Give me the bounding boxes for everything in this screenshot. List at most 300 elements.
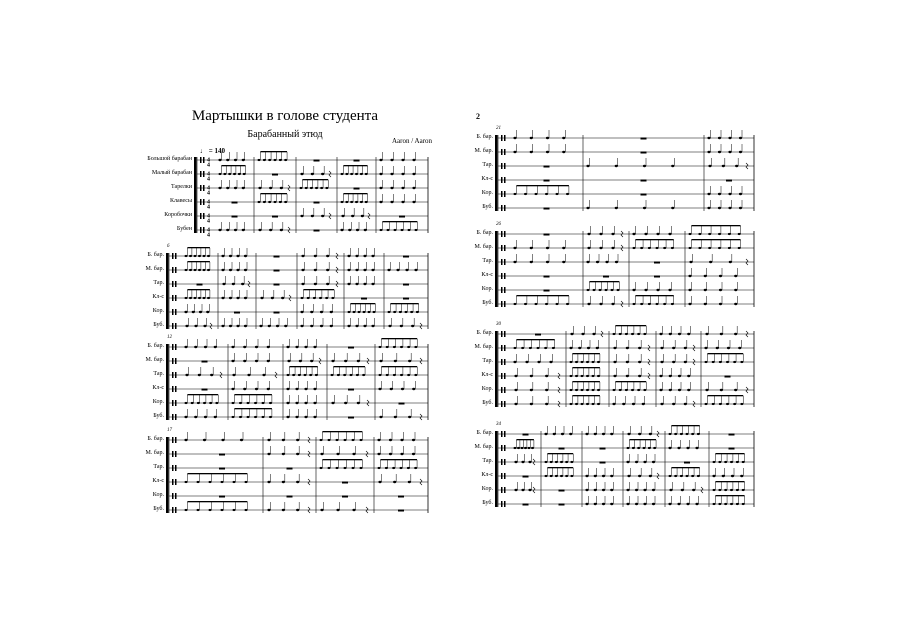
whole-rest [342, 482, 348, 484]
staff-label: Кор. [481, 190, 493, 196]
note-head [203, 325, 206, 327]
whole-rest [274, 312, 280, 314]
system-bracket [495, 331, 498, 407]
percussion-clef-icon [203, 199, 205, 205]
time-signature: 4 [207, 227, 210, 234]
staff-label: Тар. [482, 458, 493, 464]
note-head [550, 475, 553, 477]
note-head [412, 201, 415, 203]
note-head [730, 489, 733, 491]
percussion-clef-icon [504, 359, 506, 365]
note-head [562, 261, 565, 263]
note-head [619, 333, 622, 335]
note-head [704, 303, 707, 305]
note-head [669, 333, 672, 335]
note-beam [635, 239, 673, 240]
whole-rest [654, 276, 660, 278]
note-head [262, 416, 265, 418]
note-head [414, 467, 417, 469]
note-head [314, 269, 317, 271]
note-head [684, 347, 687, 349]
note-head [192, 311, 195, 313]
note-beam [221, 165, 245, 166]
whole-rest [274, 284, 280, 286]
note-head [336, 467, 339, 469]
note-head [656, 233, 659, 235]
note-head [269, 229, 272, 231]
note-head [347, 325, 350, 327]
percussion-clef-icon [203, 171, 205, 177]
note-head [199, 311, 202, 313]
note-head [698, 233, 701, 235]
note-head [300, 215, 303, 217]
note-head [599, 303, 602, 305]
note-head [348, 311, 351, 313]
note-head [704, 347, 707, 349]
note-head [280, 187, 283, 189]
note-head [555, 461, 558, 463]
note-head [352, 467, 355, 469]
percussion-clef-icon [504, 445, 506, 451]
note-head [232, 283, 235, 285]
note-head [587, 247, 590, 249]
note-head [716, 347, 719, 349]
percussion-clef-icon [501, 231, 503, 237]
note-head [360, 201, 363, 203]
note-head [545, 303, 548, 305]
whole-rest [559, 490, 565, 492]
staff-label: Кл-с [481, 372, 493, 378]
time-signature: 4 [207, 176, 210, 183]
note-head [207, 269, 210, 271]
note-head [267, 388, 270, 390]
note-head [221, 439, 224, 441]
percussion-clef-icon [200, 185, 202, 191]
note-head [524, 193, 527, 195]
note-head [231, 346, 234, 348]
note-head [286, 416, 289, 418]
note-beam [629, 439, 656, 440]
note-head [677, 447, 680, 449]
note-head [545, 461, 548, 463]
note-head [268, 325, 271, 327]
note-head [691, 475, 694, 477]
staff-label: Б. бар. [476, 330, 493, 336]
note-beam [350, 303, 375, 304]
note-head [243, 346, 246, 348]
note-head [669, 389, 672, 391]
note-head [581, 403, 584, 405]
note-head [341, 215, 344, 217]
note-head [356, 374, 359, 376]
note-head [315, 187, 318, 189]
note-head [586, 375, 589, 377]
note-head [254, 416, 257, 418]
note-head [566, 193, 569, 195]
note-head [378, 467, 381, 469]
note-head [365, 173, 368, 175]
note-head [707, 193, 710, 195]
percussion-clef-icon [172, 386, 174, 392]
percussion-clef-icon [175, 323, 177, 329]
note-head [615, 207, 618, 209]
whole-rest [354, 160, 360, 162]
note-head [260, 297, 263, 299]
note-head [562, 151, 565, 153]
note-head [660, 403, 663, 405]
note-head [203, 402, 206, 404]
note-beam [615, 381, 646, 382]
note-head [570, 375, 573, 377]
note-head [304, 402, 307, 404]
note-head [258, 187, 261, 189]
note-head [626, 461, 629, 463]
note-head [728, 247, 731, 249]
note-head [742, 489, 745, 491]
note-head [626, 375, 629, 377]
note-head [401, 201, 404, 203]
note-head [530, 403, 533, 405]
percussion-clef-icon [172, 479, 174, 485]
note-head [708, 165, 711, 167]
note-head [189, 297, 192, 299]
staff-label: Малый барабан [151, 170, 192, 176]
note-head [276, 325, 279, 327]
note-head [692, 489, 695, 491]
percussion-clef-icon [175, 309, 177, 315]
whole-rest [641, 180, 647, 182]
note-head [233, 509, 236, 511]
system-bracket [194, 157, 197, 233]
note-head [268, 159, 271, 161]
note-head [727, 347, 730, 349]
note-head [355, 269, 358, 271]
note-head [587, 303, 590, 305]
note-beam [234, 408, 272, 409]
staff-label: Буб. [482, 400, 493, 406]
note-beam [615, 325, 646, 326]
note-head [255, 346, 258, 348]
note-head [615, 165, 618, 167]
note-head [734, 389, 737, 391]
note-head [222, 283, 225, 285]
staff-label: Кор. [481, 486, 493, 492]
note-head [379, 187, 382, 189]
note-head [363, 283, 366, 285]
staff-label: Кл-с [152, 478, 164, 484]
note-head [390, 159, 393, 161]
note-head [345, 173, 348, 175]
note-head [254, 402, 257, 404]
percussion-clef-icon [175, 295, 177, 301]
percussion-clef-icon [501, 501, 503, 507]
note-head [194, 255, 197, 257]
note-head [243, 388, 246, 390]
note-head [373, 311, 376, 313]
note-head [739, 207, 742, 209]
note-head [524, 447, 527, 449]
percussion-clef-icon [501, 177, 503, 183]
note-head [524, 303, 527, 305]
note-head [311, 173, 314, 175]
note-head [586, 207, 589, 209]
note-head [517, 447, 520, 449]
percussion-clef-icon [501, 445, 503, 451]
whole-rest [398, 496, 404, 498]
note-head [350, 374, 353, 376]
note-head [530, 375, 533, 377]
note-head [344, 439, 347, 441]
whole-rest [202, 389, 208, 391]
whole-rest [523, 434, 529, 436]
note-head [408, 416, 411, 418]
note-head [203, 269, 206, 271]
note-head [631, 333, 634, 335]
note-head [194, 269, 197, 271]
note-head [660, 361, 663, 363]
note-head [613, 333, 616, 335]
note-head [544, 347, 547, 349]
note-beam [381, 366, 417, 367]
note-head [386, 346, 389, 348]
note-head [514, 447, 517, 449]
note-head [321, 173, 324, 175]
note-head [393, 374, 396, 376]
note-head [555, 475, 558, 477]
percussion-clef-icon [172, 437, 174, 443]
whole-rest [544, 180, 550, 182]
note-head [528, 447, 531, 449]
percussion-clef-icon [172, 253, 174, 259]
note-head [388, 311, 391, 313]
percussion-clef-icon [203, 227, 205, 233]
percussion-clef-icon [200, 199, 202, 205]
note-head [194, 416, 197, 418]
time-signature: 4 [207, 185, 210, 192]
system-bracket [495, 431, 498, 507]
note-head [259, 325, 262, 327]
note-head [221, 255, 224, 257]
note-head [400, 325, 403, 327]
percussion-clef-icon [175, 400, 177, 406]
note-beam [516, 339, 554, 340]
note-head [233, 173, 236, 175]
note-beam [343, 165, 367, 166]
note-head [284, 201, 287, 203]
percussion-clef-icon [504, 163, 506, 169]
note-head [330, 325, 333, 327]
note-head [325, 297, 328, 299]
percussion-clef-icon [172, 451, 174, 457]
time-signature: 4 [207, 157, 210, 164]
note-head [353, 311, 356, 313]
note-head [707, 151, 710, 153]
note-head [728, 193, 731, 195]
note-head [371, 269, 374, 271]
note-head [738, 347, 741, 349]
note-head [352, 509, 355, 511]
note-head [399, 311, 402, 313]
note-head [713, 461, 716, 463]
note-head [535, 303, 538, 305]
note-head [284, 159, 287, 161]
note-head [229, 325, 232, 327]
note-head [513, 151, 516, 153]
note-head [414, 269, 417, 271]
note-head [379, 173, 382, 175]
whole-rest [274, 256, 280, 258]
whole-rest [314, 230, 320, 232]
percussion-clef-icon [200, 227, 202, 233]
whole-rest [729, 448, 735, 450]
note-head [357, 402, 360, 404]
note-head [713, 503, 716, 505]
note-head [718, 233, 721, 235]
note-head [592, 403, 595, 405]
note-head [611, 233, 614, 235]
note-head [344, 402, 347, 404]
note-head [350, 173, 353, 175]
note-head [738, 233, 741, 235]
note-head [231, 388, 234, 390]
note-head [730, 503, 733, 505]
percussion-clef-icon [175, 479, 177, 485]
note-head [565, 461, 568, 463]
note-head [613, 361, 616, 363]
note-head [365, 201, 368, 203]
staff-label: Кл-с [481, 272, 493, 278]
percussion-clef-icon [172, 465, 174, 471]
note-head [545, 475, 548, 477]
note-head [632, 403, 635, 405]
note-head [587, 347, 590, 349]
note-head [282, 453, 285, 455]
note-head [236, 255, 239, 257]
note-head [350, 201, 353, 203]
note-head [728, 233, 731, 235]
staff-label: Тар. [153, 464, 164, 470]
note-head [204, 416, 207, 418]
note-head [203, 297, 206, 299]
staff-label: Кл-с [152, 385, 164, 391]
staff-label: М. бар. [474, 344, 493, 350]
note-head [704, 275, 707, 277]
note-head [300, 187, 303, 189]
note-head [686, 475, 689, 477]
note-head [214, 346, 217, 348]
whole-rest [232, 202, 238, 204]
note-head [689, 261, 692, 263]
note-head [537, 347, 540, 349]
note-head [672, 347, 675, 349]
note-head [300, 325, 303, 327]
note-head [514, 461, 517, 463]
note-head [726, 361, 729, 363]
staff-label: Кл-с [152, 294, 164, 300]
whole-rest [726, 180, 732, 182]
note-head [610, 503, 613, 505]
note-head [593, 289, 596, 291]
percussion-clef-icon [501, 345, 503, 351]
note-head [637, 447, 640, 449]
note-head [218, 159, 221, 161]
note-head [626, 503, 629, 505]
note-head [560, 461, 563, 463]
percussion-clef-icon [504, 501, 506, 507]
note-head [389, 439, 392, 441]
note-head [718, 503, 721, 505]
system-bracket [166, 253, 169, 329]
note-head [730, 461, 733, 463]
note-head [672, 403, 675, 405]
note-head [296, 509, 299, 511]
note-head [687, 389, 690, 391]
note-head [198, 297, 201, 299]
note-head [689, 233, 692, 235]
note-head [239, 416, 242, 418]
note-head [184, 439, 187, 441]
note-head [581, 389, 584, 391]
note-head [570, 461, 573, 463]
note-head [238, 173, 241, 175]
note-head [586, 389, 589, 391]
note-head [287, 360, 290, 362]
note-head [267, 360, 270, 362]
note-head [585, 503, 588, 505]
note-head [735, 165, 738, 167]
percussion-clef-icon [504, 387, 506, 393]
note-head [336, 439, 339, 441]
note-head [347, 283, 350, 285]
whole-rest [274, 270, 280, 272]
note-head [678, 375, 681, 377]
note-head [400, 439, 403, 441]
percussion-clef-icon [172, 295, 174, 301]
note-head [668, 233, 671, 235]
note-head [185, 481, 188, 483]
whole-rest [219, 454, 225, 456]
note-beam [516, 185, 569, 186]
note-head [575, 361, 578, 363]
note-head [243, 173, 246, 175]
note-head [545, 193, 548, 195]
note-head [695, 447, 698, 449]
measure-number: 6 [167, 244, 170, 249]
note-head [546, 137, 549, 139]
note-head [295, 416, 298, 418]
note-head [234, 159, 237, 161]
note-head [364, 229, 367, 231]
note-head [387, 229, 390, 231]
note-head [597, 375, 600, 377]
note-head [361, 215, 364, 217]
percussion-clef-icon [175, 267, 177, 273]
note-head [243, 360, 246, 362]
note-beam [333, 366, 365, 367]
note-head [226, 187, 229, 189]
note-head [640, 303, 643, 305]
note-head [610, 433, 613, 435]
note-head [198, 255, 201, 257]
note-head [602, 475, 605, 477]
composer-credit: Aaron / Aaron [392, 137, 433, 145]
note-head [619, 389, 622, 391]
note-head [736, 489, 739, 491]
note-head [521, 489, 524, 491]
whole-rest [600, 462, 606, 464]
note-head [712, 361, 715, 363]
note-head [659, 389, 662, 391]
